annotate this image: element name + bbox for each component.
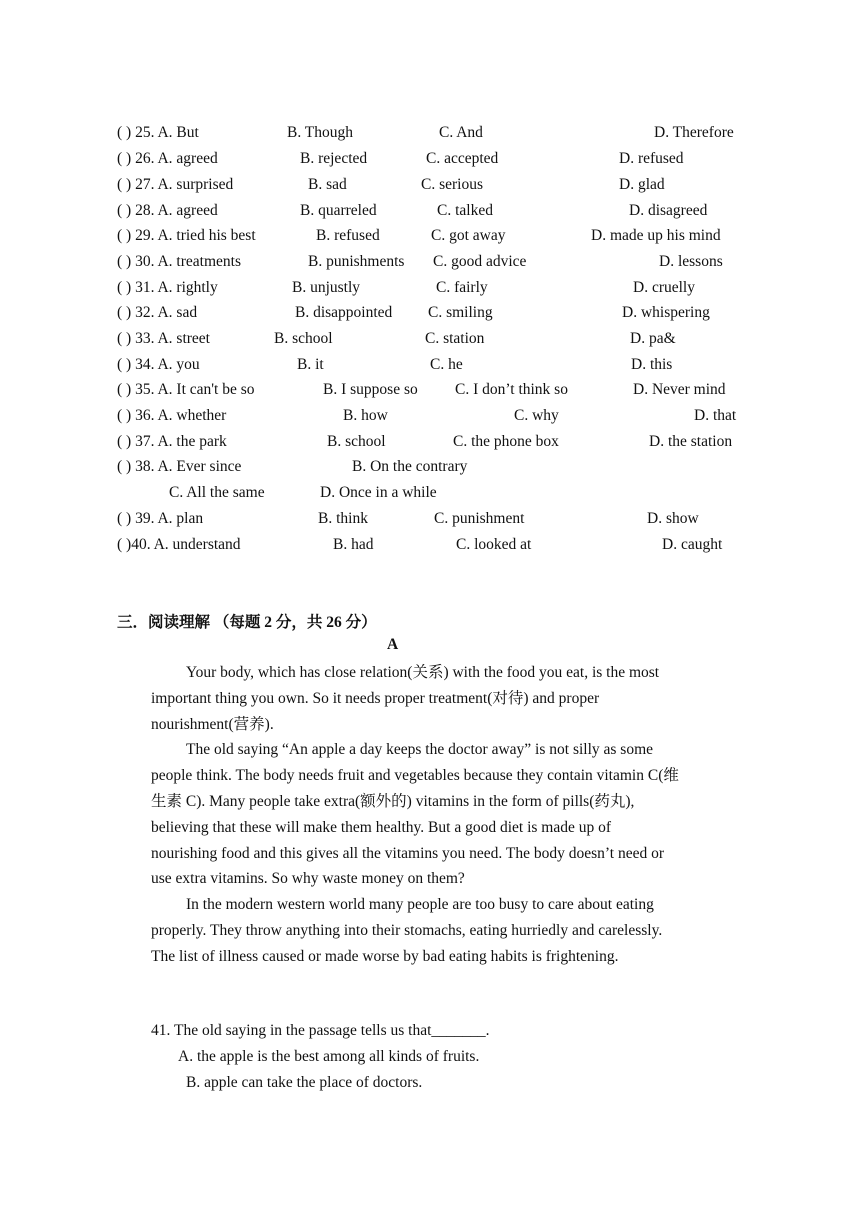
option-c: C. looked at <box>456 536 532 553</box>
option-b: B. unjustly <box>292 279 361 296</box>
option-d: D. Once in a while <box>320 484 437 501</box>
option-c: C. accepted <box>426 150 499 167</box>
option-d: D. that <box>694 407 737 424</box>
option-b: B. it <box>297 356 324 373</box>
section-title: 三．阅读理解 <box>117 614 211 631</box>
question-number: ( ) 34. A. you <box>117 356 200 373</box>
reading-passage <box>151 660 681 970</box>
option-c: C. he <box>430 356 463 373</box>
option-d: D. disagreed <box>629 202 708 219</box>
option-c: C. got away <box>431 227 506 244</box>
cloze-row <box>117 458 757 480</box>
question-41-stem: 41. The old saying in the passage tells us that_______. <box>151 1022 490 1039</box>
option-b: B. punishments <box>308 253 405 270</box>
option-b: B. disappointed <box>295 304 393 321</box>
question-number: ( ) 30. A. treatments <box>117 253 241 270</box>
option-d: D. glad <box>619 176 665 193</box>
question-number: ( ) 26. A. agreed <box>117 150 218 167</box>
option-b: B. refused <box>316 227 380 244</box>
option-b: B. think <box>318 510 368 527</box>
passage-paragraph: In the modern western world many people are too busy to care about eating properly. They throw anything into their stomachs, eating hurriedly and carelessly. The list of illness caused or made worse by bad eating habits is frightening. <box>151 896 663 965</box>
passage-paragraph: The old saying “An apple a day keeps the doctor away” is not silly as some people think. The body needs fruit and vegetables because they contain vitamin C(维生素 C). Many people take extra(额外的) vitamins in the form of pills(药丸), believing that these will make them healthy. But a good diet is made up of nourishing food and this gives all the vitamins you need. The body doesn’t need or use extra vitamins. So why waste money on them? <box>151 741 679 888</box>
section-score: （每题 2 分，共 26 分） <box>213 614 377 631</box>
option-b: B. I suppose so <box>323 381 418 398</box>
option-d: D. Therefore <box>654 124 734 141</box>
option-c: C. station <box>425 330 485 347</box>
cloze-row <box>117 536 757 558</box>
option-d: D. the station <box>649 433 733 450</box>
question-number: ( ) 27. A. surprised <box>117 176 234 193</box>
option-c: C. why <box>514 407 559 424</box>
option-d: D. Never mind <box>633 381 726 398</box>
option-b: B. school <box>274 330 333 347</box>
option-d: D. whispering <box>622 304 710 321</box>
question-number: ( ) 33. A. street <box>117 330 210 347</box>
question-number: ( ) 39. A. plan <box>117 510 204 527</box>
question-number: ( ) 37. A. the park <box>117 433 227 450</box>
option-c: C. punishment <box>434 510 525 527</box>
option-d: D. lessons <box>659 253 723 270</box>
option-c: C. I don’t think so <box>455 381 568 398</box>
cloze-row <box>117 510 757 532</box>
option-c: C. All the same <box>169 484 265 501</box>
cloze-row <box>117 253 757 275</box>
question-number: ( ) 35. A. It can't be so <box>117 381 255 398</box>
cloze-row <box>117 176 757 198</box>
option-b: B. quarreled <box>300 202 377 219</box>
option-c: C. good advice <box>433 253 527 270</box>
passage-paragraph: Your body, which has close relation(关系) with the food you eat, is the most important thing you own. So it needs proper treatment(对待) and proper nourishment(营养). <box>151 664 660 733</box>
section-heading <box>117 610 377 632</box>
option-b: B. had <box>333 536 374 553</box>
cloze-row <box>117 124 757 146</box>
option-b: B. how <box>343 407 388 424</box>
option-c: C. And <box>439 124 483 141</box>
cloze-row <box>117 433 757 455</box>
option-b: B. rejected <box>300 150 368 167</box>
cloze-row <box>117 356 757 378</box>
option-d: D. caught <box>662 536 723 553</box>
option-d: D. pa& <box>630 330 676 347</box>
question-number: ( ) 29. A. tried his best <box>117 227 256 244</box>
option-c: C. talked <box>437 202 493 219</box>
option-d: D. refused <box>619 150 684 167</box>
question-41-option-a: A. the apple is the best among all kinds of fruits. <box>178 1048 480 1065</box>
option-d: D. show <box>647 510 699 527</box>
question-number: ( ) 31. A. rightly <box>117 279 218 296</box>
option-b: B. Though <box>287 124 354 141</box>
option-d: D. cruelly <box>633 279 695 296</box>
cloze-row <box>117 279 757 301</box>
cloze-row <box>117 407 757 429</box>
question-41-option-b: B. apple can take the place of doctors. <box>186 1074 423 1091</box>
cloze-row <box>117 150 757 172</box>
option-d: D. made up his mind <box>591 227 721 244</box>
option-c: C. the phone box <box>453 433 559 450</box>
question-number: ( )40. A. understand <box>117 536 241 553</box>
option-d: D. this <box>631 356 673 373</box>
question-number: ( ) 32. A. sad <box>117 304 198 321</box>
cloze-row <box>117 330 757 352</box>
option-b: B. school <box>327 433 386 450</box>
option-c: C. serious <box>421 176 483 193</box>
question-number: ( ) 28. A. agreed <box>117 202 218 219</box>
question-number: ( ) 36. A. whether <box>117 407 227 424</box>
cloze-row <box>117 381 757 403</box>
question-number: ( ) 25. A. But <box>117 124 199 141</box>
option-b: B. sad <box>308 176 347 193</box>
passage-label: A <box>387 636 399 653</box>
option-c: C. smiling <box>428 304 493 321</box>
cloze-row <box>117 227 757 249</box>
cloze-row-continued <box>117 484 757 506</box>
question-number: ( ) 38. A. Ever since <box>117 458 242 475</box>
cloze-row <box>117 202 757 224</box>
option-b: B. On the contrary <box>352 458 468 475</box>
cloze-row <box>117 304 757 326</box>
option-c: C. fairly <box>436 279 488 296</box>
